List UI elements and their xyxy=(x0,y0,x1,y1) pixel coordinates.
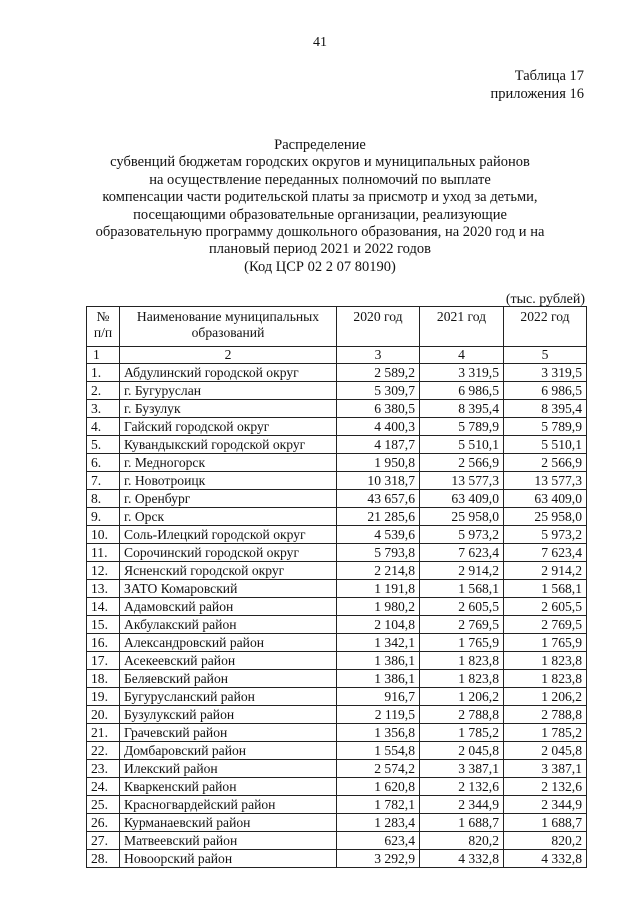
value-2022: 2 132,6 xyxy=(504,778,587,796)
value-2022: 2 566,9 xyxy=(504,454,587,472)
value-2022: 1 688,7 xyxy=(504,814,587,832)
municipality-name: Бугурусланский район xyxy=(120,688,337,706)
header-2022: 2022 год xyxy=(504,307,587,347)
table-row xyxy=(87,508,587,526)
municipality-name: Акбулакский район xyxy=(120,616,337,634)
column-number: 3 xyxy=(337,347,420,364)
table-row xyxy=(87,670,587,688)
value-2021: 1 823,8 xyxy=(420,670,504,688)
value-2021: 1 823,8 xyxy=(420,652,504,670)
units-label: (тыс. рублей) xyxy=(505,292,585,307)
municipality-name: Гайский городской округ xyxy=(120,418,337,436)
table-header-row xyxy=(87,307,587,347)
table-row xyxy=(87,490,587,508)
value-2022: 3 319,5 xyxy=(504,364,587,382)
header-name: Наименование муниципальных образований xyxy=(120,307,337,347)
value-2022: 1 785,2 xyxy=(504,724,587,742)
value-2022: 4 332,8 xyxy=(504,850,587,868)
value-2022: 6 986,5 xyxy=(504,382,587,400)
value-2021: 25 958,0 xyxy=(420,508,504,526)
table-row xyxy=(87,760,587,778)
table-row xyxy=(87,616,587,634)
value-2022: 1 206,2 xyxy=(504,688,587,706)
municipality-name: Кувандыкский городской округ xyxy=(120,436,337,454)
value-2020: 1 554,8 xyxy=(337,742,420,760)
row-number: 4. xyxy=(87,418,120,436)
value-2020: 3 292,9 xyxy=(337,850,420,868)
row-number: 26. xyxy=(87,814,120,832)
value-2021: 2 566,9 xyxy=(420,454,504,472)
value-2022: 820,2 xyxy=(504,832,587,850)
value-2020: 1 386,1 xyxy=(337,670,420,688)
municipality-name: Абдулинский городской округ xyxy=(120,364,337,382)
table-row xyxy=(87,454,587,472)
row-number: 17. xyxy=(87,652,120,670)
value-2020: 916,7 xyxy=(337,688,420,706)
municipality-name: Курманаевский район xyxy=(120,814,337,832)
row-number: 19. xyxy=(87,688,120,706)
value-2022: 1 765,9 xyxy=(504,634,587,652)
page-number: 41 xyxy=(313,35,327,50)
value-2020: 2 589,2 xyxy=(337,364,420,382)
value-2020: 4 400,3 xyxy=(337,418,420,436)
municipality-name: Адамовский район xyxy=(120,598,337,616)
row-number: 16. xyxy=(87,634,120,652)
value-2022: 1 568,1 xyxy=(504,580,587,598)
title-line: посещающими образовательные организации, реализующие xyxy=(133,206,507,223)
municipality-name: Александровский район xyxy=(120,634,337,652)
table-row xyxy=(87,562,587,580)
value-2020: 1 950,8 xyxy=(337,454,420,472)
value-2021: 4 332,8 xyxy=(420,850,504,868)
row-number: 14. xyxy=(87,598,120,616)
value-2022: 2 605,5 xyxy=(504,598,587,616)
table-row xyxy=(87,706,587,724)
row-number: 5. xyxy=(87,436,120,454)
value-2021: 5 973,2 xyxy=(420,526,504,544)
row-number: 27. xyxy=(87,832,120,850)
table-row xyxy=(87,400,587,418)
table-row xyxy=(87,418,587,436)
value-2021: 1 688,7 xyxy=(420,814,504,832)
row-number: 7. xyxy=(87,472,120,490)
row-number: 12. xyxy=(87,562,120,580)
municipality-name: г. Бугуруслан xyxy=(120,382,337,400)
table-row xyxy=(87,634,587,652)
table-row xyxy=(87,742,587,760)
value-2021: 13 577,3 xyxy=(420,472,504,490)
row-number: 9. xyxy=(87,508,120,526)
row-number: 28. xyxy=(87,850,120,868)
table-row xyxy=(87,832,587,850)
value-2020: 2 119,5 xyxy=(337,706,420,724)
value-2022: 2 344,9 xyxy=(504,796,587,814)
municipality-name: г. Оренбург xyxy=(120,490,337,508)
municipality-name: г. Бузулук xyxy=(120,400,337,418)
row-number: 10. xyxy=(87,526,120,544)
value-2020: 1 356,8 xyxy=(337,724,420,742)
value-2020: 4 539,6 xyxy=(337,526,420,544)
column-number: 2 xyxy=(120,347,337,364)
value-2022: 1 823,8 xyxy=(504,652,587,670)
row-number: 24. xyxy=(87,778,120,796)
value-2022: 7 623,4 xyxy=(504,544,587,562)
title-line: на осуществление переданных полномочий по выплате xyxy=(149,171,491,188)
value-2020: 4 187,7 xyxy=(337,436,420,454)
table-row xyxy=(87,580,587,598)
municipality-name: Ясненский городской округ xyxy=(120,562,337,580)
value-2020: 623,4 xyxy=(337,832,420,850)
table-row xyxy=(87,850,587,868)
title-line: образовательную программу дошкольного образования, на 2020 год и на xyxy=(95,224,545,241)
value-2020: 21 285,6 xyxy=(337,508,420,526)
value-2022: 5 973,2 xyxy=(504,526,587,544)
value-2022: 25 958,0 xyxy=(504,508,587,526)
value-2022: 2 788,8 xyxy=(504,706,587,724)
municipality-name: ЗАТО Комаровский xyxy=(120,580,337,598)
distribution-table xyxy=(86,306,587,868)
value-2022: 5 789,9 xyxy=(504,418,587,436)
table-row xyxy=(87,778,587,796)
value-2020: 2 574,2 xyxy=(337,760,420,778)
municipality-name: г. Орск xyxy=(120,508,337,526)
municipality-name: Матвеевский район xyxy=(120,832,337,850)
header-2020: 2020 год xyxy=(337,307,420,347)
table-row xyxy=(87,436,587,454)
title-line: (Код ЦСР 02 2 07 80190) xyxy=(244,258,396,275)
document-title xyxy=(40,137,600,276)
header-2021: 2021 год xyxy=(420,307,504,347)
value-2021: 2 045,8 xyxy=(420,742,504,760)
value-2021: 5 789,9 xyxy=(420,418,504,436)
row-number: 23. xyxy=(87,760,120,778)
value-2021: 3 319,5 xyxy=(420,364,504,382)
value-2021: 5 510,1 xyxy=(420,436,504,454)
value-2022: 1 823,8 xyxy=(504,670,587,688)
value-2021: 63 409,0 xyxy=(420,490,504,508)
table-row xyxy=(87,724,587,742)
municipality-name: г. Новотроицк xyxy=(120,472,337,490)
table-row xyxy=(87,364,587,382)
municipality-name: Новоорский район xyxy=(120,850,337,868)
value-2021: 2 914,2 xyxy=(420,562,504,580)
municipality-name: Илекский район xyxy=(120,760,337,778)
value-2021: 7 623,4 xyxy=(420,544,504,562)
header-num: № п/п xyxy=(87,307,120,347)
value-2021: 6 986,5 xyxy=(420,382,504,400)
column-number-row xyxy=(87,347,587,364)
row-number: 21. xyxy=(87,724,120,742)
value-2020: 2 214,8 xyxy=(337,562,420,580)
value-2020: 1 620,8 xyxy=(337,778,420,796)
row-number: 8. xyxy=(87,490,120,508)
value-2020: 10 318,7 xyxy=(337,472,420,490)
row-number: 20. xyxy=(87,706,120,724)
value-2020: 6 380,5 xyxy=(337,400,420,418)
column-number: 1 xyxy=(87,347,120,364)
title-line: субвенций бюджетам городских округов и муниципальных районов xyxy=(110,154,530,171)
table-row xyxy=(87,472,587,490)
value-2020: 1 191,8 xyxy=(337,580,420,598)
value-2020: 1 386,1 xyxy=(337,652,420,670)
value-2022: 2 914,2 xyxy=(504,562,587,580)
municipality-name: Беляевский район xyxy=(120,670,337,688)
value-2020: 1 782,1 xyxy=(337,796,420,814)
municipality-name: Кваркенский район xyxy=(120,778,337,796)
table-row xyxy=(87,526,587,544)
row-number: 11. xyxy=(87,544,120,562)
annex-label xyxy=(491,67,584,103)
value-2020: 1 980,2 xyxy=(337,598,420,616)
value-2020: 5 793,8 xyxy=(337,544,420,562)
value-2021: 2 769,5 xyxy=(420,616,504,634)
column-number: 4 xyxy=(420,347,504,364)
municipality-name: Асекеевский район xyxy=(120,652,337,670)
value-2021: 1 765,9 xyxy=(420,634,504,652)
value-2022: 3 387,1 xyxy=(504,760,587,778)
value-2022: 5 510,1 xyxy=(504,436,587,454)
title-line: компенсации части родительской платы за присмотр и уход за детьми, xyxy=(102,189,538,206)
row-number: 15. xyxy=(87,616,120,634)
value-2021: 1 206,2 xyxy=(420,688,504,706)
row-number: 25. xyxy=(87,796,120,814)
value-2020: 43 657,6 xyxy=(337,490,420,508)
municipality-name: г. Медногорск xyxy=(120,454,337,472)
value-2021: 820,2 xyxy=(420,832,504,850)
municipality-name: Грачевский район xyxy=(120,724,337,742)
municipality-name: Домбаровский район xyxy=(120,742,337,760)
municipality-name: Сорочинский городской округ xyxy=(120,544,337,562)
value-2022: 63 409,0 xyxy=(504,490,587,508)
value-2022: 2 769,5 xyxy=(504,616,587,634)
column-number: 5 xyxy=(504,347,587,364)
value-2020: 1 283,4 xyxy=(337,814,420,832)
value-2021: 2 788,8 xyxy=(420,706,504,724)
value-2020: 1 342,1 xyxy=(337,634,420,652)
value-2021: 2 132,6 xyxy=(420,778,504,796)
table-row xyxy=(87,382,587,400)
table-row xyxy=(87,796,587,814)
table-row xyxy=(87,544,587,562)
table-row xyxy=(87,688,587,706)
municipality-name: Соль-Илецкий городской округ xyxy=(120,526,337,544)
value-2021: 8 395,4 xyxy=(420,400,504,418)
value-2021: 3 387,1 xyxy=(420,760,504,778)
value-2021: 2 344,9 xyxy=(420,796,504,814)
annex-line-2: приложения 16 xyxy=(490,86,584,102)
municipality-name: Бузулукский район xyxy=(120,706,337,724)
value-2022: 13 577,3 xyxy=(504,472,587,490)
value-2022: 2 045,8 xyxy=(504,742,587,760)
value-2021: 2 605,5 xyxy=(420,598,504,616)
table-row xyxy=(87,652,587,670)
row-number: 22. xyxy=(87,742,120,760)
row-number: 6. xyxy=(87,454,120,472)
row-number: 18. xyxy=(87,670,120,688)
row-number: 13. xyxy=(87,580,120,598)
value-2022: 8 395,4 xyxy=(504,400,587,418)
table-body xyxy=(87,364,587,868)
value-2021: 1 568,1 xyxy=(420,580,504,598)
title-line: плановый период 2021 и 2022 годов xyxy=(209,241,431,258)
municipality-name: Красногвардейский район xyxy=(120,796,337,814)
table-row xyxy=(87,814,587,832)
table-row xyxy=(87,598,587,616)
row-number: 2. xyxy=(87,382,120,400)
value-2021: 1 785,2 xyxy=(420,724,504,742)
value-2020: 5 309,7 xyxy=(337,382,420,400)
value-2020: 2 104,8 xyxy=(337,616,420,634)
row-number: 1. xyxy=(87,364,120,382)
row-number: 3. xyxy=(87,400,120,418)
annex-line-1: Таблица 17 xyxy=(514,68,584,84)
title-line: Распределение xyxy=(274,137,366,153)
